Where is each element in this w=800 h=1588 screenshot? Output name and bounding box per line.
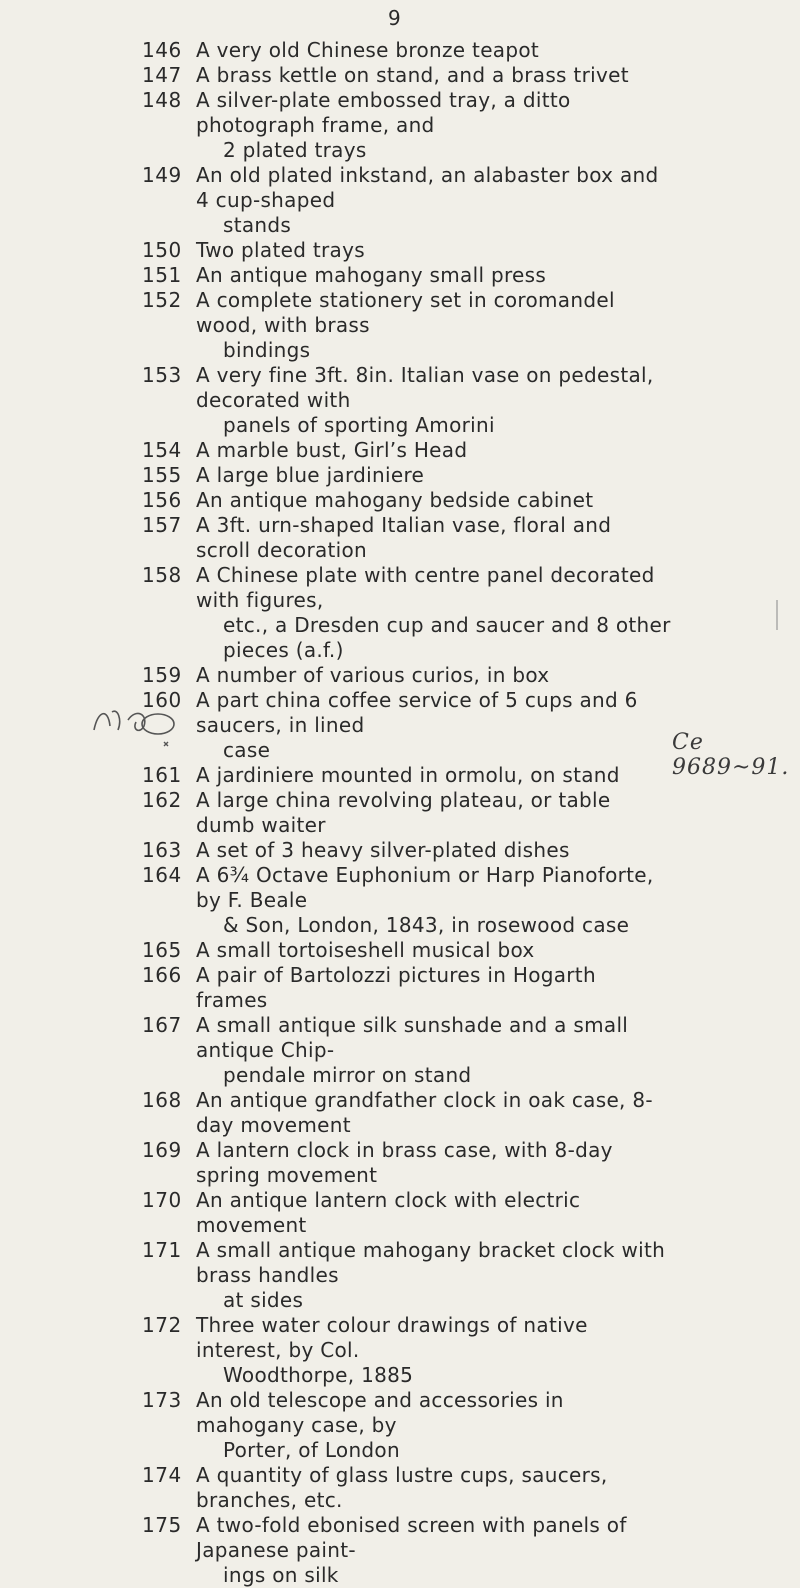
lot-entry	[0, 1313, 800, 1388]
lot-number: 165	[142, 938, 182, 962]
lot-entry	[0, 88, 800, 163]
lot-entry	[0, 63, 800, 88]
lot-description	[196, 788, 672, 838]
lot-description-continuation: pendale mirror on stand	[223, 1063, 472, 1087]
lot-description	[196, 513, 672, 563]
lot-description-line: A 6¾ Octave Euphonium or Harp Pianoforte, by F. Beale	[196, 863, 654, 912]
lot-number: 170	[142, 1188, 182, 1212]
lot-number: 147	[142, 63, 182, 87]
lot-description	[196, 438, 672, 463]
lot-entry	[0, 1513, 800, 1588]
lot-description	[196, 688, 672, 763]
lot-number: 168	[142, 1088, 182, 1112]
lot-description	[196, 963, 672, 1013]
page-edge-mark	[776, 600, 778, 630]
lot-entry	[0, 513, 800, 563]
lot-entry	[0, 238, 800, 263]
lot-number: 167	[142, 1013, 182, 1037]
lot-description-line: A large china revolving plateau, or table dumb waiter	[196, 788, 611, 837]
lot-description-line: A small antique silk sunshade and a small antique Chip-	[196, 1013, 629, 1062]
lot-description	[196, 763, 672, 788]
lot-entry	[0, 488, 800, 513]
lot-entry	[0, 663, 800, 688]
lot-entry	[0, 963, 800, 1013]
lot-description	[196, 1138, 672, 1188]
lot-description	[196, 463, 672, 488]
lot-description-continuation: case	[223, 738, 271, 762]
lot-number: 174	[142, 1463, 182, 1487]
lot-description-line: A pair of Bartolozzi pictures in Hogarth frames	[196, 963, 596, 1012]
lot-entry	[0, 788, 800, 838]
lot-number: 154	[142, 438, 182, 462]
lot-description-line: Three water colour drawings of native interest, by Col.	[196, 1313, 588, 1362]
lot-description-line: A set of 3 heavy silver-plated dishes	[196, 838, 570, 862]
lot-number: 175	[142, 1513, 182, 1537]
lot-list	[0, 38, 800, 1588]
lot-description-line: Two plated trays	[196, 238, 365, 262]
lot-entry	[0, 1013, 800, 1088]
lot-entry	[0, 1138, 800, 1188]
lot-description-line: A 3ft. urn-shaped Italian vase, floral and scroll decoration	[196, 513, 612, 562]
lot-entry	[0, 863, 800, 938]
lot-number: 160	[142, 688, 182, 712]
lot-entry	[0, 938, 800, 963]
lot-description-line: A lantern clock in brass case, with 8-day spring movement	[196, 1138, 613, 1187]
lot-number: 172	[142, 1313, 182, 1337]
lot-number: 155	[142, 463, 182, 487]
lot-entry	[0, 1188, 800, 1238]
lot-number: 171	[142, 1238, 182, 1262]
lot-description	[196, 1313, 672, 1388]
lot-description	[196, 938, 672, 963]
lot-description	[196, 1463, 672, 1513]
lot-entry	[0, 438, 800, 463]
lot-description-continuation: Porter, of London	[223, 1438, 400, 1462]
lot-description	[196, 1013, 672, 1088]
lot-number: 164	[142, 863, 182, 887]
lot-description	[196, 863, 672, 938]
lot-description-continuation: at sides	[223, 1288, 304, 1312]
handwritten-scribble-icon	[88, 690, 178, 750]
lot-number: 173	[142, 1388, 182, 1412]
lot-description	[196, 563, 672, 663]
lot-entry	[0, 1388, 800, 1463]
lot-description-line: An antique mahogany bedside cabinet	[196, 488, 594, 512]
lot-description-line: A complete stationery set in coromandel wood, with brass	[196, 288, 615, 337]
lot-number: 161	[142, 763, 182, 787]
lot-description	[196, 238, 672, 263]
lot-entry	[0, 363, 800, 438]
lot-number: 163	[142, 838, 182, 862]
lot-entry	[0, 463, 800, 488]
lot-description	[196, 163, 672, 238]
lot-entry	[0, 563, 800, 663]
lot-description-line: A small antique mahogany bracket clock with brass handles	[196, 1238, 666, 1287]
lot-description	[196, 288, 672, 363]
lot-description-line: A quantity of glass lustre cups, saucers, branches, etc.	[196, 1463, 608, 1512]
lot-description-continuation: Woodthorpe, 1885	[223, 1363, 414, 1387]
lot-number: 157	[142, 513, 182, 537]
lot-description	[196, 88, 672, 163]
lot-number: 158	[142, 563, 182, 587]
lot-description-line: A very old Chinese bronze teapot	[196, 38, 540, 62]
lot-description-continuation: bindings	[223, 338, 311, 362]
lot-number: 153	[142, 363, 182, 387]
lot-description-line: A brass kettle on stand, and a brass trivet	[196, 63, 629, 87]
lot-description-line: An antique lantern clock with electric movement	[196, 1188, 581, 1237]
lot-description	[196, 363, 672, 438]
lot-entry	[0, 38, 800, 63]
lot-entry	[0, 263, 800, 288]
lot-description-line: A jardiniere mounted in ormolu, on stand	[196, 763, 620, 787]
lot-description-line: An antique mahogany small press	[196, 263, 547, 287]
lot-description	[196, 1388, 672, 1463]
lot-description	[196, 1088, 672, 1138]
lot-description	[196, 488, 672, 513]
lot-description-line: A Chinese plate with centre panel decorated with figures,	[196, 563, 655, 612]
lot-description-line: A part china coffee service of 5 cups and 6 saucers, in lined	[196, 688, 638, 737]
lot-description-line: A small tortoiseshell musical box	[196, 938, 535, 962]
lot-entry	[0, 163, 800, 238]
lot-description	[196, 1238, 672, 1313]
lot-description	[196, 63, 672, 88]
lot-description-line: A large blue jardiniere	[196, 463, 425, 487]
lot-entry	[0, 1088, 800, 1138]
lot-description-continuation: 2 plated trays	[223, 138, 367, 162]
lot-description	[196, 38, 672, 63]
lot-number: 148	[142, 88, 182, 112]
lot-description-continuation: ings on silk	[223, 1563, 339, 1587]
lot-description	[196, 838, 672, 863]
lot-description	[196, 1188, 672, 1238]
lot-entry	[0, 1463, 800, 1513]
lot-description-line: A number of various curios, in box	[196, 663, 550, 687]
lot-entry	[0, 1238, 800, 1313]
lot-description-continuation: stands	[223, 213, 292, 237]
lot-description-line: An old telescope and accessories in mahogany case, by	[196, 1388, 564, 1437]
lot-description	[196, 663, 672, 688]
lot-number: 150	[142, 238, 182, 262]
lot-number: 156	[142, 488, 182, 512]
lot-number: 162	[142, 788, 182, 812]
lot-description	[196, 263, 672, 288]
lot-description-continuation: & Son, London, 1843, in rosewood case	[223, 913, 630, 937]
lot-description-line: A silver-plate embossed tray, a ditto photograph frame, and	[196, 88, 571, 137]
lot-description-line: A very fine 3ft. 8in. Italian vase on pedestal, decorated with	[196, 363, 654, 412]
lot-description-line: A two-fold ebonised screen with panels of Japanese paint-	[196, 1513, 627, 1562]
lot-description-continuation: etc., a Dresden cup and saucer and 8 other pieces (a.f.)	[223, 613, 671, 662]
lot-entry	[0, 838, 800, 863]
lot-description-line: An old plated inkstand, an alabaster box and 4 cup-shaped	[196, 163, 659, 212]
lot-entry	[0, 288, 800, 363]
lot-number: 169	[142, 1138, 182, 1162]
lot-description-line: A marble bust, Girl’s Head	[196, 438, 468, 462]
lot-description-line: An antique grandfather clock in oak case, 8-day movement	[196, 1088, 653, 1137]
lot-number: 159	[142, 663, 182, 687]
lot-description	[196, 1513, 672, 1588]
lot-number: 146	[142, 38, 182, 62]
handwritten-margin-note: Ce 9689~91.	[672, 730, 790, 780]
page-number: 9	[388, 6, 401, 30]
lot-description-continuation: panels of sporting Amorini	[223, 413, 495, 437]
lot-number: 149	[142, 163, 182, 187]
lot-number: 152	[142, 288, 182, 312]
lot-number: 166	[142, 963, 182, 987]
lot-number: 151	[142, 263, 182, 287]
